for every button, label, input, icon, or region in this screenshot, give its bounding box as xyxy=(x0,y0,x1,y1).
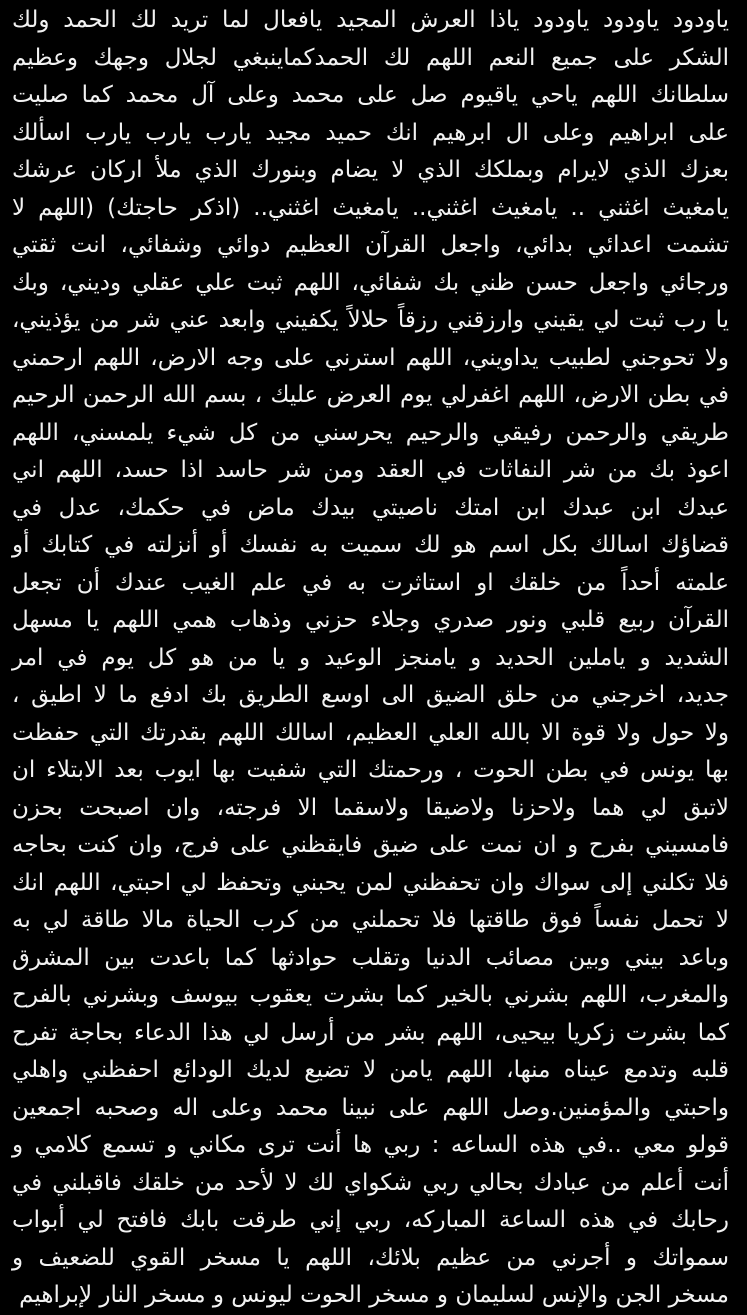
text-line: لا تحمل نفساً فوق طاقتها فلا تحملني من كرب الحياة مالا طاقة لي به xyxy=(12,907,729,933)
text-line: أنت أعلم من عبادك بحالي ربي شكواي لك لا لأحد من خلقك فاقبلني في xyxy=(12,1169,729,1196)
text-line: تشمت اعدائي بدائي، واجعل القرآن العظيم دوائي وشفائي، انت ثقتي xyxy=(12,232,729,258)
text-line: كما بشرت زكريا بيحيى، اللهم بشر من أرسل لي هذا الدعاء بحاجة تفرح xyxy=(12,1019,729,1046)
text-line: في بطن الارض، اللهم اغفرلي يوم العرض عليك ، بسم الله الرحمن الرحيم xyxy=(12,382,729,408)
text-line: واحبتي والمؤمنين.وصل اللهم على نبينا محمد وعلى اله وصحبه اجمعين xyxy=(12,1094,729,1121)
text-line: اعوذ بك من شر النفاثات في العقد ومن شر حاسد اذا حسد، اللهم اني xyxy=(12,457,729,483)
text-line: لاتبق لي هما ولاحزنا ولاضيقا ولاسقما الا فرجته، وان اصبحت بحزن xyxy=(12,794,729,821)
text-line: ورجائي واجعل حسن ظني بك شفائي، اللهم ثبت علي عقلي وديني، وبك xyxy=(12,269,729,296)
text-line: والمغرب، اللهم بشرني بالخير كما بشرت يعقوب بيوسف وبشرني بالفرح xyxy=(12,982,729,1008)
text-line: يا رب ثبت لي يقيني وارزقني رزقاً حلالاً يكفيني وابعد عني شر من يؤذيني، xyxy=(12,307,729,333)
note-text-body xyxy=(12,2,729,1315)
text-line: فامسيني بفرح و ان نمت على ضيق فايقظني على فرج، وان كنت بحاجه xyxy=(12,832,729,858)
text-line: قولو معي ..في هذه الساعه : ربي ها أنت ترى مكاني و تسمع كلامي و xyxy=(12,1132,729,1158)
text-line: ياودود ياودود ياودود ياذا العرش المجيد يافعال لما تريد لك الحمد ولك xyxy=(12,7,729,33)
text-line: بعزك الذي لايرام وبملكك الذي لا يضام وبنورك الذي ملأ اركان عرشك xyxy=(12,157,729,183)
text-line: سلطانك اللهم ياحي ياقيوم صل على محمد وعلى آل محمد كما صليت xyxy=(12,82,729,108)
text-line: بها يونس في بطن الحوت ، ورحمتك التي شفيت بها ايوب بعد الابتلاء ان xyxy=(12,757,729,783)
text-line: علمته أحداً من خلقك او استاثرت به في علم الغيب عندك أن تجعل xyxy=(12,569,729,596)
text-line: على ابراهيم وعلى ال ابرهيم انك حميد مجيد يارب يارب يارب اسألك xyxy=(12,119,729,146)
text-line: القرآن ربيع قلبي ونور صدري وجلاء حزني وذهاب همي اللهم يا مسهل xyxy=(12,607,729,633)
text-line: الشديد و ياملين الحديد و يامنجز الوعيد و يا من هو كل يوم في امر xyxy=(12,644,729,671)
text-line: قلبه وتدمع عيناه منها، اللهم يامن لا تضيع لديك الودائع احفظني واهلي xyxy=(12,1057,729,1083)
text-line: ولا تحوجني لطبيب يداويني، اللهم استرني على وجه الارض، اللهم ارحمني xyxy=(12,344,729,371)
text-line: الشكر على جميع النعم اللهم لك الحمدكماينبغي لجلال وجهك وعظيم xyxy=(12,44,729,71)
text-line: سمواتك و أجرني من عظيم بلائك، اللهم يا مسخر القوي للضعيف و xyxy=(12,1244,729,1271)
text-line: جديد، اخرجني من حلق الضيق الى اوسع الطريق بك ادفع ما لا اطيق ، xyxy=(12,682,729,708)
text-line: وباعد بيني وبين مصائب الدنيا وتقلب حوادثها كما باعدت بين المشرق xyxy=(12,944,729,971)
text-line: رحابك في هذه الساعة المباركه، ربي إني طرقت بابك فافتح لي أبواب xyxy=(12,1207,729,1233)
text-line: طريقي والرحمن رفيقي والرحيم يحرسني من كل شيء يلمسني، اللهم xyxy=(12,419,729,446)
text-line-cut-off: مسخر الجن والإنس لسليمان و مسخر الحوت ليونس و مسخر النار لإبراهيم xyxy=(19,1282,729,1308)
text-line: ولا حول ولا قوة الا بالله العلي العظيم، اسالك اللهم بقدرتك التي حفظت xyxy=(12,719,729,746)
text-line: قضاؤك اسالك بكل اسم هو لك سميت به نفسك أو أنزلته في كتابك أو xyxy=(12,532,729,558)
text-line: فلا تكلني إلى سواك وان تحفظني لمن يحبني وتحفظ لي احبتي، اللهم انك xyxy=(12,869,729,896)
text-line: يامغيث اغثني .. يامغيث اغثني.. يامغيث اغثني.. (اذكر حاجتك) (اللهم لا xyxy=(12,194,729,221)
text-line: عبدك ابن عبدك ابن امتك ناصيتي بيدك ماض في حكمك، عدل في xyxy=(12,494,729,521)
